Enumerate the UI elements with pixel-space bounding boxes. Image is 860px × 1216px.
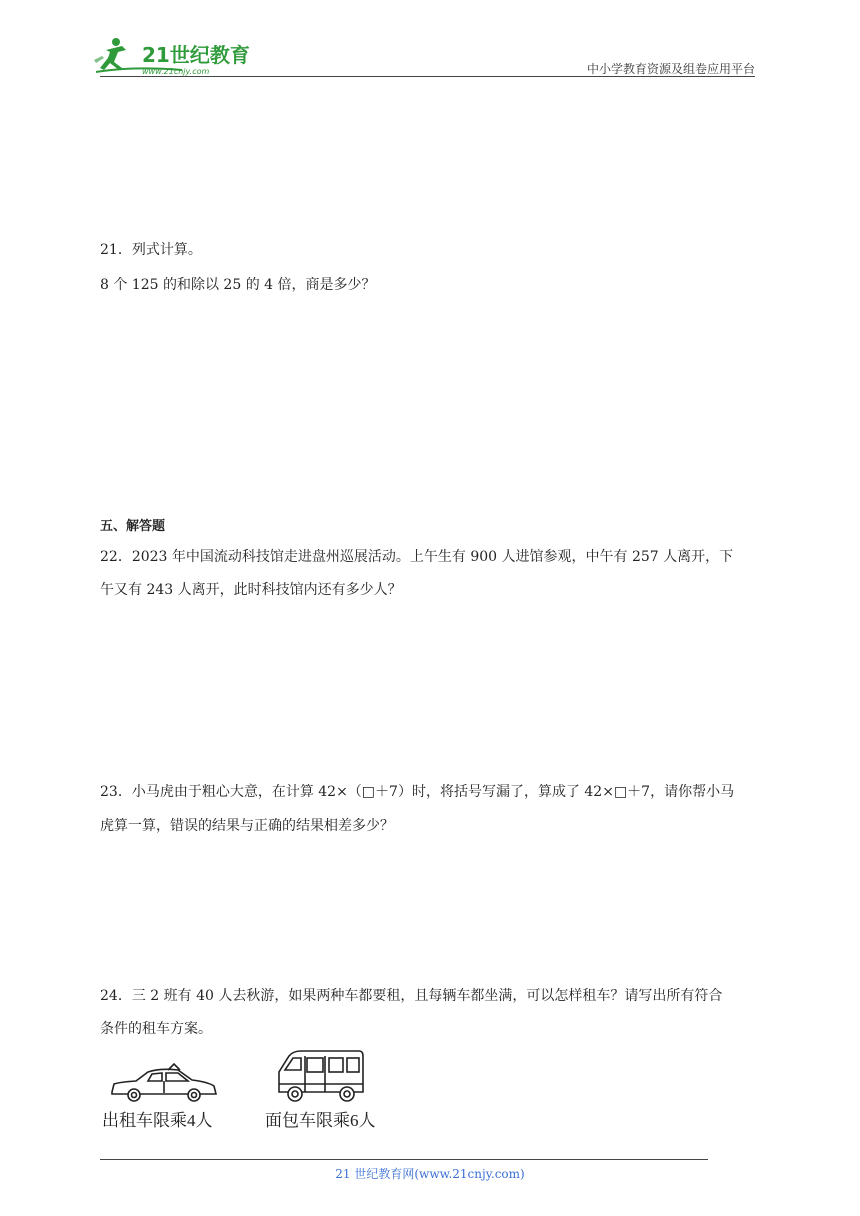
q24-line2: 条件的租车方案。: [100, 1021, 212, 1037]
van-caption: 面包车限乘6人: [265, 1111, 376, 1130]
q21-text: 8 个 125 的和除以 25 的 4 倍，商是多少？: [100, 277, 376, 293]
q23-line1: 23．小马虎由于粗心大意，在计算 42×（□＋7）时，将括号写漏了，算成了 42×□＋7，请你帮小马: [100, 784, 735, 800]
logo-text: 21世纪教育: [142, 43, 250, 67]
site-logo: [92, 36, 262, 76]
q24-line1: 24．三 2 班有 40 人去秋游，如果两种车都要租，且每辆车都坐满，可以怎样租车？请写出所有符合: [100, 988, 723, 1004]
q22-line1: 22．2023 年中国流动科技馆走进盘州巡展活动。上午生有 900 人进馆参观，中午有 257 人离开，下: [100, 549, 734, 565]
platform-title: 中小学教育资源及组卷应用平台: [586, 62, 755, 76]
header-divider: [100, 76, 755, 77]
q23-line2: 虎算一算，错误的结果与正确的结果相差多少？: [100, 818, 394, 834]
q21-title: 21．列式计算。: [100, 242, 202, 258]
footer-divider: [100, 1159, 708, 1160]
section-heading: 五、解答题: [100, 519, 166, 534]
footer-link[interactable]: 21 世纪教育网(www.21cnjy.com): [335, 1167, 525, 1181]
van-icon: [275, 1048, 367, 1106]
q22-line2: 午又有 243 人离开，此时科技馆内还有多少人？: [100, 582, 402, 598]
taxi-caption: 出租车限乘4人: [102, 1111, 213, 1130]
taxi-icon: [108, 1062, 220, 1106]
logo-url: www.21cnjy.com: [142, 67, 210, 76]
